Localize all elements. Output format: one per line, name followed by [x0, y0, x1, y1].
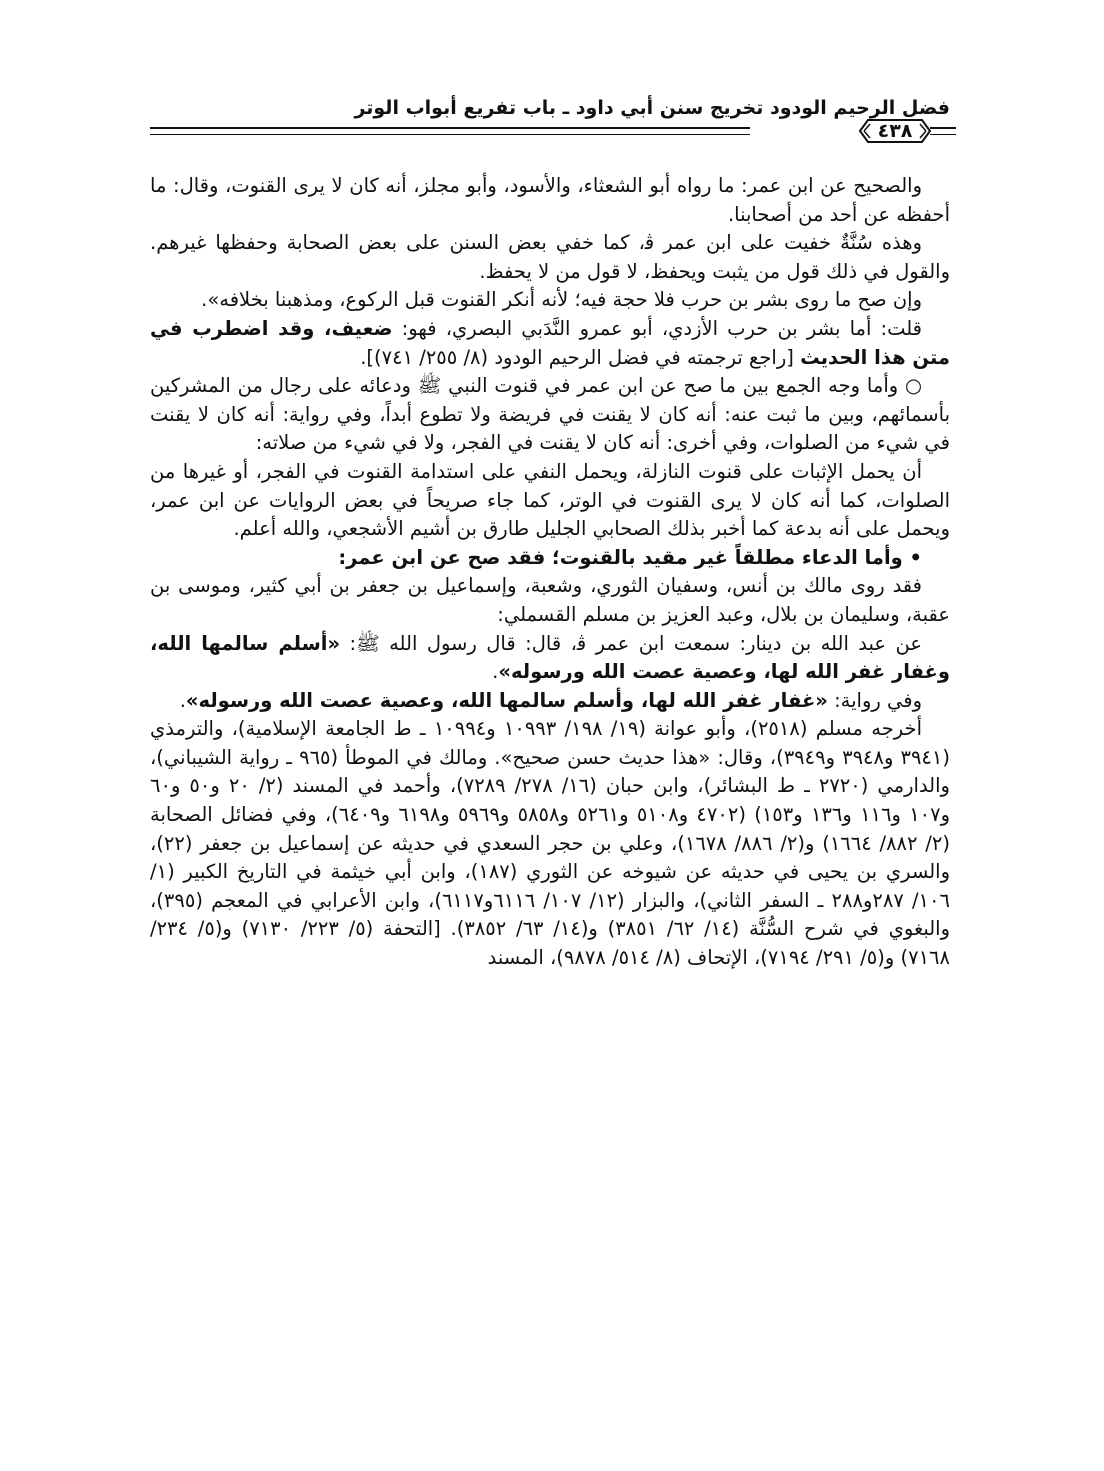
paragraph-10-end: .: [179, 688, 186, 712]
paragraph-6: أن يحمل الإثبات على قنوت النازلة، ويحمل النفي على استدامة القنوت في الفجر، أو غيرها من الصلوات، كما أنه كان لا يرى القنوت في الوتر، كما جاء صريحاً في بعض الروايات عن ابن عمر، ويحمل على أنه بدعة كما أخبر بذلك الصحابي الجليل طارق بن أشيم الأشجعي، والله أعلم.: [150, 459, 950, 541]
page-number: ٤٣٨: [877, 119, 913, 142]
paragraph-4: [150, 315, 950, 372]
header-rule-right: [930, 127, 956, 129]
paragraph-4-start: قلت: أما بشر بن حرب الأزدي، أبو عمرو النَّدَبي البصري، فهو:: [392, 316, 922, 340]
hadith-text: «أسلم سالمها الله، وغفار غفر الله لها، وعصية عصت الله ورسوله»: [150, 631, 950, 684]
paragraph-10-start: وفي رواية:: [827, 688, 922, 712]
paragraph-1: والصحيح عن ابن عمر: ما رواه أبو الشعثاء، والأسود، وأبو مجلز، أنه كان لا يرى القنوت، وقال: ما أحفظه عن أحد من أصحابنا.: [150, 174, 950, 226]
paragraph-3: وإن صح ما روى بشر بن حرب فلا حجة فيه؛ لأنه أنكر القنوت قبل الركوع، ومذهبنا بخلافه».: [201, 288, 922, 312]
paragraph-4-bold: ضعيف، وقد اضطرب في متن هذا الحديث: [150, 316, 950, 369]
paragraph-4-end: [راجع ترجمته في فضل الرحيم الودود (٨/ ٢٥٥/ ٧٤١)].: [360, 345, 801, 369]
main-text: [150, 172, 950, 973]
paragraph-9-start: عن عبد الله بن دينار: سمعت ابن عمر ﭬ، قال: قال رسول الله ﷺ:: [340, 631, 922, 655]
running-title: فضل الرحيم الودود تخريج سنن أبي داود ـ باب تفريع أبواب الوتر: [354, 97, 950, 119]
header-rule-thin: [150, 134, 750, 135]
paragraph-9-end: .: [492, 660, 499, 684]
page-number-ornament: [858, 114, 932, 148]
header-rule-right-thin: [930, 134, 956, 135]
paragraph-2: وهذه سُنَّةٌ خفيت على ابن عمر ﭬ، كما خفي بعض السنن على بعض الصحابة وحفظها غيرهم. والقول في ذلك قول من يثبت ويحفظ، لا قول من لا يحفظ.: [150, 231, 950, 283]
hadith-variant-text: «غفار غفر الله لها، وأسلم سالمها الله، وعصية عصت الله ورسوله»: [185, 688, 828, 712]
header-rule: [150, 127, 750, 129]
takhrij-paragraph: أخرجه مسلم (٢٥١٨)، وأبو عوانة (١٩/ ١٩٨/ ١٠٩٩٣ و١٠٩٩٤ ـ ط الجامعة الإسلامية)، والترمذي (٣٩٤١ و٣٩٤٨ و٣٩٤٩)، وقال: «هذا حديث حسن صحيح». ومالك في الموطأ (٩٦٥ ـ رواية الشيباني)، والدارمي (٢٧٢٠ ـ ط البشائر)، وابن حبان (١٦/ ٢٧٨/ ٧٢٨٩)، وأحمد في المسند (٢/ ٢٠ و٥٠ و٦٠ و١٠٧ و١١٦ و١٣٦ و١٥٣) (٤٧٠٢ و٥١٠٨ و٥٢٦١ و٥٨٥٨ و٥٩٦٩ و٦١٩٨ و٦٤٠٩)، وفي فضائل الصحابة (٢/ ٨٨٢/ ١٦٦٤) و(٢/ ٨٨٦/ ١٦٧٨)، وعلي بن حجر السعدي في حديثه عن إسماعيل بن جعفر (٢٢)، والسري بن يحيى في حديثه عن شيوخه عن الثوري (١٨٧)، وابن أبي خيثمة في التاريخ الكبير (١/ ١٠٦/ ٢٨٧و٢٨٨ ـ السفر الثاني)، والبزار (١٢/ ١٠٧/ ٦١١٦و٦١١٧)، وابن الأعرابي في المعجم (٣٩٥)، والبغوي في شرح السُّنَّة (١٤/ ٦٢/ ٣٨٥١) و(١٤/ ٦٣/ ٣٨٥٢). [التحفة (٥/ ٢٢٣/ ٧١٣٠) و(٥/ ٢٣٤/ ٧١٦٨) و(٥/ ٢٩١/ ٧١٩٤)، الإتحاف (٨/ ٥١٤/ ٩٨٧٨)، المسند: [150, 717, 951, 970]
paragraph-9: [150, 630, 950, 687]
paragraph-8: فقد روى مالك بن أنس، وسفيان الثوري، وشعبة، وإسماعيل بن جعفر بن أبي كثير، وموسى بن عقبة، وسليمان بن بلال، وعبد العزيز بن مسلم القسملي:: [150, 574, 950, 626]
paragraph-5: ○ وأما وجه الجمع بين ما صح عن ابن عمر في قنوت النبي ﷺ ودعائه على رجال من المشركين بأسمائهم، وبين ما ثبت عنه: أنه كان لا يقنت في فريضة ولا تطوع أبداً، وفي رواية: أنه كان لا يقنت في شيء من الصلوات، وفي أخرى: أنه كان لا يقنت في الفجر، ولا في شيء من صلاته:: [150, 374, 950, 455]
paragraph-7: • وأما الدعاء مطلقاً غير مقيد بالقنوت؛ فقد صح عن ابن عمر:: [338, 545, 922, 569]
paragraph-10: [150, 687, 950, 716]
